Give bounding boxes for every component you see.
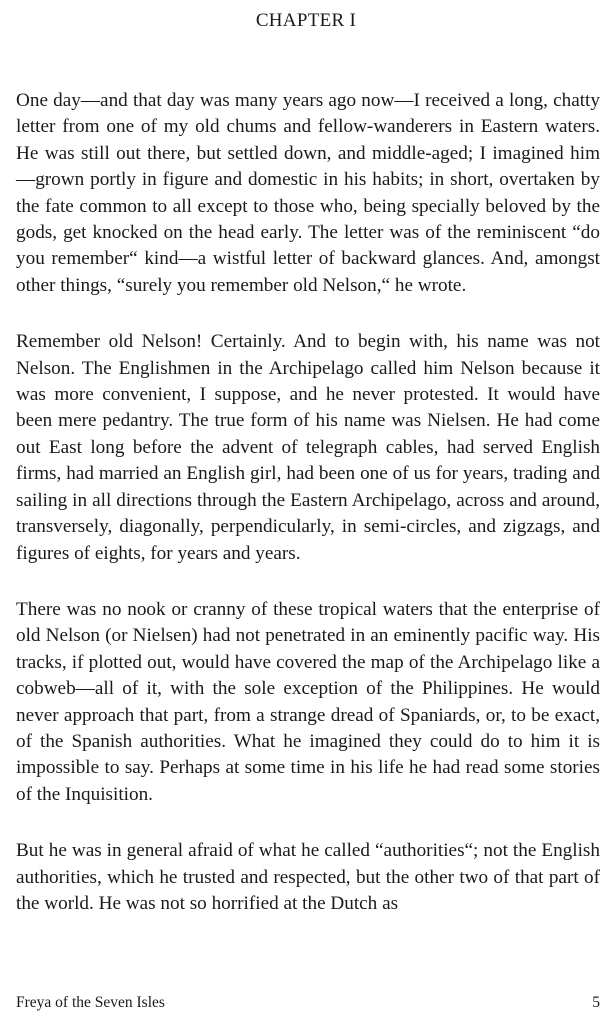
paragraph: One day—and that day was many years ago now—I received a long, chatty letter from one of my old chums and fellow-wanderers in Eastern waters. He was still out there, but settled down, and middle-aged; I imagined him—grown portly in figure and domestic in his habits; in short, overtaken by the fate common to all except to those who, being specially beloved by the gods, get knocked on the head early. The letter was of the reminiscent “do you remember“ kind—a wistful letter of backward glances. And, amongst other things, “surely you remember old Nelson,“ he wrote. (16, 90, 600, 296)
body-text (16, 88, 600, 947)
page-number: 5 (592, 994, 600, 1011)
paragraph: There was no nook or cranny of these tropical waters that the enterprise of old Nelson (or Nielsen) had not penetrated in an eminently pacific way. His tracks, if plotted out, would have covered the map of the Archipelago like a cobweb—all of it, with the sole exception of the Philippines. He would never approach that part, from a strange dread of Spaniards, or, to be exact, of the Spanish authorities. What he imagined they could do to him it is impossible to say. Perhaps at some time in his life he had read some stories of the Inquisition. (16, 598, 600, 805)
footer-book-title: Freya of the Seven Isles (16, 994, 165, 1011)
page-footer (16, 993, 600, 1013)
paragraph: But he was in general afraid of what he called “authorities“; not the English authorities, which he trusted and respected, but the other two of that part of the world. He was not so horrified at the Dutch as (16, 840, 600, 914)
chapter-heading: CHAPTER I (255, 10, 357, 31)
paragraph: Remember old Nelson! Certainly. And to begin with, his name was not Nelson. The Englishmen in the Archipelago called him Nelson because it was more convenient, I suppose, and he never protested. It would have been mere pedantry. The true form of his name was Nielsen. He had come out East long before the advent of telegraph cables, had served English firms, had married an English girl, had been one of us for years, trading and sailing in all directions through the Eastern Archipelago, across and around, transversely, diagonally, perpendicularly, in semi-circles, and zigzags, and figures of eights, for years and years. (16, 331, 600, 564)
